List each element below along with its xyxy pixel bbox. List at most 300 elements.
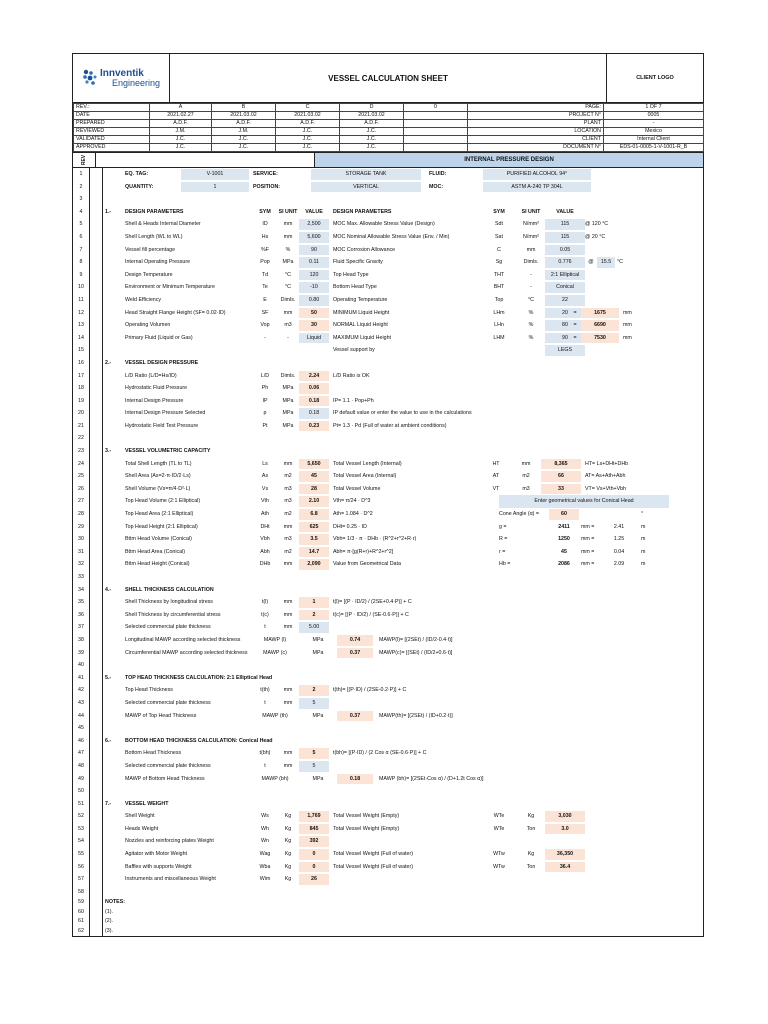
row-7-v[interactable]: 90 bbox=[299, 245, 329, 256]
row-49-s: MAWP (bh) bbox=[261, 775, 289, 782]
row-55-a2: Total Vessel Weight (Full of water) bbox=[333, 851, 413, 858]
row-35-a: Shell Thickness by longitudinal stress bbox=[125, 599, 213, 606]
revision-cell-d: A.D.F. bbox=[340, 120, 404, 128]
row-4-u: SI UNIT bbox=[278, 208, 298, 215]
row-47-a2: t(bh)= [(P·ID) / (2 Cos α (SE-0.6·P)] + C bbox=[333, 750, 427, 757]
row-7-s: %F bbox=[261, 246, 269, 253]
row-8-s: Pop bbox=[260, 259, 270, 266]
revision-cell-rval: Mexico bbox=[604, 128, 704, 136]
revision-row bbox=[74, 136, 704, 144]
row-19-v[interactable]: 0.18 bbox=[299, 396, 329, 407]
row-19-s: IP bbox=[262, 397, 268, 404]
row-19-a2: IP= 1.1 · Pop+Ph bbox=[333, 397, 374, 404]
row-29-ku: m bbox=[641, 523, 646, 530]
row-27-note: Enter geometrical values for Conical Head bbox=[499, 495, 669, 508]
row-13-v2[interactable]: 80 bbox=[545, 320, 585, 331]
row-32-a2: Value from Geometrical Data bbox=[333, 561, 401, 568]
sheet-row bbox=[73, 873, 703, 886]
row-42-v[interactable]: 2 bbox=[299, 685, 329, 696]
row-number: 47 bbox=[73, 747, 90, 760]
row-5-a: Shell & Heads Internal Diameter bbox=[125, 221, 201, 228]
row-28-kv: 60 bbox=[549, 509, 579, 520]
row-26-v2[interactable]: 33 bbox=[541, 484, 581, 495]
row-38-s: MAWP (l) bbox=[263, 636, 287, 643]
row-56-u2: Ton bbox=[526, 863, 536, 870]
row-29-kx: mm = bbox=[581, 523, 595, 530]
row-8-u2: Dimls. bbox=[523, 259, 539, 266]
row-9-u2: - bbox=[530, 271, 532, 278]
sheet-row bbox=[73, 609, 703, 622]
row-number: 46 bbox=[73, 735, 90, 748]
row-54-a: Nozzles and reinforcing plates Weight bbox=[125, 838, 214, 845]
sheet-row bbox=[73, 521, 703, 534]
row-55-v[interactable]: 0 bbox=[299, 849, 329, 860]
revision-cell-d: 2021.03.02 bbox=[340, 112, 404, 120]
row-6-u: mm bbox=[283, 233, 293, 240]
row-31-a2: Abh= π·[g(R+r)+R^2+r^2] bbox=[333, 548, 394, 555]
revision-cell-e: 0 bbox=[404, 104, 468, 112]
row-53-s2: WTe bbox=[493, 825, 505, 832]
row-2-c: POSITION: bbox=[253, 183, 281, 190]
revision-cell-a: 2021.02.27 bbox=[150, 112, 212, 120]
sheet-row bbox=[73, 395, 703, 408]
row-21-u: MPa bbox=[282, 422, 294, 429]
row-24-v[interactable]: 5,650 bbox=[299, 459, 329, 470]
row-7-a: Vessel fill percentage bbox=[125, 246, 176, 253]
row-5-s: ID bbox=[262, 221, 268, 228]
sheet-row bbox=[73, 508, 703, 521]
brand-line1: Innventik bbox=[99, 67, 144, 79]
revision-cell-rlabel: LOCATION bbox=[468, 128, 604, 136]
revision-cell-d: J.C. bbox=[340, 128, 404, 136]
row-13-v[interactable]: 30 bbox=[299, 320, 329, 331]
revision-cell-e bbox=[404, 136, 468, 144]
row-26-u2: m3 bbox=[522, 485, 530, 492]
row-8-x3: °C bbox=[617, 259, 623, 266]
row-29-ky: 2.41 bbox=[613, 523, 625, 530]
row-12-ru: mm bbox=[623, 309, 632, 316]
row-5-x: @ 120 °C bbox=[585, 221, 609, 228]
sheet-row bbox=[73, 445, 703, 458]
sheet-row bbox=[73, 370, 703, 383]
section-title: INTERNAL PRESSURE DESIGN bbox=[314, 153, 703, 167]
sheet-row bbox=[73, 798, 703, 811]
row-31-k: r = bbox=[499, 548, 506, 555]
row-10-a2: Bottom Head Type bbox=[333, 284, 377, 291]
row-31-u: m2 bbox=[284, 548, 292, 555]
sheet-row bbox=[73, 244, 703, 257]
row-number: 27 bbox=[73, 495, 90, 508]
row-25-a: Shell Area (As=2·π·ID/2·Ls) bbox=[125, 473, 191, 480]
row-30-kv: 1250 bbox=[558, 536, 570, 543]
row-14-a2: MAXIMUM Liquid Height bbox=[333, 334, 391, 341]
row-30-kx: mm = bbox=[581, 536, 595, 543]
row-8-u: MPa bbox=[282, 259, 294, 266]
revision-cell-rval: EDS-01-0005-1-V-1001-R_B bbox=[604, 144, 704, 152]
row-29-k: g = bbox=[499, 523, 507, 530]
sheet-row bbox=[73, 621, 703, 634]
row-19-a: Internal Design Pressure bbox=[125, 397, 184, 404]
row-30-u: m3 bbox=[284, 536, 292, 543]
row-38-v[interactable]: 0.74 bbox=[337, 635, 373, 646]
sheet-row bbox=[73, 785, 703, 798]
row-1-f: PURIFIED ALCOHOL 94° bbox=[483, 169, 591, 180]
row-10-v[interactable]: -10 bbox=[299, 282, 329, 293]
revision-cell-b: J.C. bbox=[212, 136, 276, 144]
row-4-v2: VALUE bbox=[556, 208, 574, 215]
row-number: 19 bbox=[73, 395, 90, 408]
row-39-v[interactable]: 0.37 bbox=[337, 648, 373, 659]
row-32-ky: 2.09 bbox=[613, 561, 625, 568]
row-38-a2: MAWP(l)= [(2SEt) / (ID/2-0.4·t)] bbox=[379, 636, 453, 643]
row-25-u: m2 bbox=[284, 473, 292, 480]
row-11-v2[interactable]: 22 bbox=[545, 295, 585, 306]
row-52-a2: Total Vessel Weight (Empty) bbox=[333, 813, 400, 820]
row-number: 51 bbox=[73, 798, 90, 811]
row-39-a2: MAWP(c)= [(SEt) / (ID/2+0.6·t)] bbox=[379, 649, 453, 656]
revision-cell-c: J.C. bbox=[276, 144, 340, 152]
row-30-a2: Vbh= 1/3 · π · DHb · (R^2+r^2+R·r) bbox=[333, 536, 417, 543]
row-27-a2: Vth= π/24 · D^3 bbox=[333, 498, 371, 505]
row-30-ky: 1.25 bbox=[613, 536, 625, 543]
row-number: 59 bbox=[73, 898, 90, 908]
row-number: 25 bbox=[73, 470, 90, 483]
row-12-a: Head Straight Flange Height (SF= 0.02·ID) bbox=[125, 309, 226, 316]
row-53-a: Heads Weight bbox=[125, 825, 159, 832]
row-number: 43 bbox=[73, 697, 90, 710]
row-55-u2: Kg bbox=[527, 851, 535, 858]
row-42-a: Top Head Thickness bbox=[125, 687, 173, 694]
row-36-v[interactable]: 2 bbox=[299, 610, 329, 621]
row-14-s: - bbox=[264, 334, 266, 341]
row-5-v[interactable]: 2,500 bbox=[299, 219, 329, 230]
row-12-v[interactable]: 50 bbox=[299, 308, 329, 319]
sheet-row bbox=[73, 332, 703, 345]
row-57-v[interactable]: 26 bbox=[299, 874, 329, 885]
row-52-s2: WTe bbox=[493, 813, 505, 820]
row-8-v[interactable]: 0.11 bbox=[299, 257, 329, 268]
row-13-r: 6690 bbox=[581, 320, 619, 331]
row-11-a: Weld Efficiency bbox=[125, 296, 162, 303]
row-9-a: Design Temperature bbox=[125, 271, 173, 278]
row-7-a2: MOC Corrosion Allowance bbox=[333, 246, 396, 253]
row-30-v[interactable]: 3.5 bbox=[299, 534, 329, 545]
revision-cell-a: J.C. bbox=[150, 144, 212, 152]
row-54-v[interactable]: 392 bbox=[299, 836, 329, 847]
row-32-u: mm bbox=[283, 561, 293, 568]
row-24-a: Total Shell Length (TL to TL) bbox=[125, 460, 192, 467]
row-28-a2: Ath= 1.084 · D^2 bbox=[333, 511, 373, 518]
row-number: 39 bbox=[73, 647, 90, 660]
row-number: 7 bbox=[73, 244, 90, 257]
row-number: 23 bbox=[73, 445, 90, 458]
sheet-row bbox=[73, 571, 703, 584]
row-54-u: Kg bbox=[284, 838, 292, 845]
row-52-v[interactable]: 1,769 bbox=[299, 811, 329, 822]
row-53-v2[interactable]: 3.0 bbox=[545, 824, 585, 835]
sheet-row bbox=[73, 760, 703, 773]
revision-row bbox=[74, 104, 704, 112]
row-13-s: Vop bbox=[260, 322, 270, 329]
sheet-row bbox=[73, 710, 703, 723]
revision-cell-b: 2021.03.02 bbox=[212, 112, 276, 120]
row-38-a: Longitudinal MAWP according selected thickness bbox=[125, 636, 241, 643]
row-number: 22 bbox=[73, 432, 90, 445]
notes-label: NOTES: bbox=[105, 899, 126, 906]
row-32-v[interactable]: 2,090 bbox=[299, 559, 329, 570]
row-7-s2: C bbox=[497, 246, 501, 253]
row-17-s: L/D bbox=[260, 372, 270, 379]
row-18-u: MPa bbox=[282, 385, 294, 392]
revision-cell-c: 2021.03.02 bbox=[276, 112, 340, 120]
row-27-u: m3 bbox=[284, 498, 292, 505]
sheet-row bbox=[73, 647, 703, 660]
row-57-a: Instruments and miscellaneous Weight bbox=[125, 876, 216, 883]
sheet-row bbox=[73, 722, 703, 735]
sheet-row bbox=[73, 420, 703, 433]
row-44-v[interactable]: 0.37 bbox=[337, 711, 373, 722]
row-10-v2[interactable]: Conical bbox=[545, 282, 585, 293]
row-43-v[interactable]: 5 bbox=[299, 698, 329, 709]
row-14-v[interactable]: Liquid bbox=[299, 333, 329, 344]
row-31-a: Bttm Head Area (Conical) bbox=[125, 548, 186, 555]
revision-cell-rlabel: PROJECT N° bbox=[468, 112, 604, 120]
row-4-s: SYM bbox=[259, 208, 271, 215]
row-54-s: Wn bbox=[261, 838, 269, 845]
row-24-s: Ls bbox=[262, 460, 268, 467]
row-41-a: TOP HEAD THICKNESS CALCULATION: 2:1 Elliptical Head bbox=[125, 674, 273, 681]
row-number: 40 bbox=[73, 659, 90, 672]
row-number: 16 bbox=[73, 357, 90, 370]
row-55-v2[interactable]: 36,350 bbox=[545, 849, 585, 860]
row-56-v2[interactable]: 36.4 bbox=[545, 862, 585, 873]
row-number: 42 bbox=[73, 684, 90, 697]
row-25-f: AT= As+Ath+Abh bbox=[585, 473, 626, 480]
row-48-v[interactable]: 5 bbox=[299, 761, 329, 772]
row-34-a: SHELL THICKNESS CALCULATION bbox=[125, 586, 214, 593]
revision-cell-label: APPROVED bbox=[74, 144, 150, 152]
row-number: 61 bbox=[73, 917, 90, 927]
rev-column-label: REV bbox=[73, 153, 96, 167]
row-28-v[interactable]: 6.8 bbox=[299, 509, 329, 520]
row-56-s2: WTw bbox=[493, 863, 505, 870]
revision-row bbox=[74, 120, 704, 128]
row-number: 14 bbox=[73, 332, 90, 345]
note-row bbox=[73, 917, 703, 927]
row-number: 1 bbox=[73, 168, 90, 181]
row-2-d: VERTICAL bbox=[311, 182, 421, 193]
row-49-v[interactable]: 0.18 bbox=[337, 774, 373, 785]
row-25-s: As bbox=[261, 473, 269, 480]
row-4-u2: SI UNIT bbox=[521, 208, 541, 215]
row-20-v[interactable]: 0.18 bbox=[299, 408, 329, 419]
row-41-sec: 5.- bbox=[105, 674, 112, 681]
row-number: 54 bbox=[73, 835, 90, 848]
row-number: 5 bbox=[73, 218, 90, 231]
note-text: (2). bbox=[105, 918, 113, 925]
row-6-v2[interactable]: 115 bbox=[545, 232, 585, 243]
row-number: 3 bbox=[73, 193, 90, 206]
row-44-a2: MAWP(th)= [(2SEt) / (ID+0.2·t)] bbox=[379, 712, 453, 719]
row-24-f: HT= Ls+DHt+DHb bbox=[585, 460, 629, 467]
row-14-v2[interactable]: 90 bbox=[545, 333, 585, 344]
row-number: 53 bbox=[73, 823, 90, 836]
sheet-row bbox=[73, 432, 703, 445]
row-28-s: Ath bbox=[261, 511, 269, 518]
row-37-v[interactable]: 5.00 bbox=[299, 622, 329, 633]
row-35-v[interactable]: 1 bbox=[299, 597, 329, 608]
note-row bbox=[73, 908, 703, 918]
sheet-row bbox=[73, 357, 703, 370]
row-2-e: MOC: bbox=[429, 183, 444, 190]
sheet-row bbox=[73, 697, 703, 710]
sheet-row bbox=[73, 193, 703, 206]
row-5-v2[interactable]: 115 bbox=[545, 219, 585, 230]
row-49-a: MAWP of Bottom Head Thickness bbox=[125, 775, 205, 782]
row-31-kv: 45 bbox=[561, 548, 567, 555]
revision-cell-label: REVIEWED bbox=[74, 128, 150, 136]
sheet-row bbox=[73, 281, 703, 294]
row-number: 10 bbox=[73, 281, 90, 294]
row-26-v[interactable]: 28 bbox=[299, 484, 329, 495]
sheet-row bbox=[73, 382, 703, 395]
row-53-v[interactable]: 845 bbox=[299, 824, 329, 835]
revision-cell-b: A.D.F. bbox=[212, 120, 276, 128]
revision-cell-rval: Internal Client bbox=[604, 136, 704, 144]
sheet-row bbox=[73, 307, 703, 320]
row-11-s2: Top bbox=[494, 296, 504, 303]
row-24-v2[interactable]: 8,365 bbox=[541, 459, 581, 470]
sheet-title: VESSEL CALCULATION SHEET bbox=[170, 54, 607, 102]
row-8-v2[interactable]: 0.776 bbox=[545, 257, 585, 268]
row-number: 45 bbox=[73, 722, 90, 735]
sheet-row bbox=[73, 546, 703, 559]
row-13-a: Operating Volumen bbox=[125, 322, 171, 329]
row-number: 6 bbox=[73, 231, 90, 244]
row-6-v[interactable]: 5,600 bbox=[299, 232, 329, 243]
row-15-v2[interactable]: LEGS bbox=[545, 345, 585, 356]
row-7-v2[interactable]: 0.05 bbox=[545, 245, 585, 256]
row-18-v[interactable]: 0.06 bbox=[299, 383, 329, 394]
row-27-a: Top Head Volume (2:1 Elliptical) bbox=[125, 498, 201, 505]
row-26-f: VT= Vs+Vth+Vbh bbox=[585, 485, 627, 492]
row-1-a: EQ. TAG: bbox=[125, 171, 149, 177]
row-2-a: QUANTITY: bbox=[125, 183, 154, 190]
row-6-s2: Sat bbox=[495, 233, 503, 240]
row-25-v2[interactable]: 66 bbox=[541, 471, 581, 482]
row-37-u: mm bbox=[283, 624, 293, 631]
row-47-v[interactable]: 5 bbox=[299, 748, 329, 759]
row-21-s: Pt bbox=[262, 422, 268, 429]
row-12-v2[interactable]: 20 bbox=[545, 308, 585, 319]
row-32-s: DHb bbox=[259, 561, 271, 568]
row-56-v[interactable]: 0 bbox=[299, 862, 329, 873]
row-number: 28 bbox=[73, 508, 90, 521]
sheet-row bbox=[73, 495, 703, 508]
row-11-u: Dimls. bbox=[280, 296, 296, 303]
row-number: 32 bbox=[73, 558, 90, 571]
row-12-r: 1675 bbox=[581, 308, 619, 319]
revision-cell-label: PREPARED bbox=[74, 120, 150, 128]
row-number: 12 bbox=[73, 307, 90, 320]
row-9-s2: THT bbox=[493, 271, 505, 278]
row-number: 56 bbox=[73, 861, 90, 874]
sheet-row bbox=[73, 181, 703, 194]
revision-cell-c: C bbox=[276, 104, 340, 112]
row-52-v2[interactable]: 3,030 bbox=[545, 811, 585, 822]
row-17-a: L/D Ratio (L/D=Hs/ID) bbox=[125, 372, 177, 379]
row-number: 30 bbox=[73, 533, 90, 546]
row-25-a2: Total Vessel Area (Internal) bbox=[333, 473, 397, 480]
row-44-u: MPa bbox=[312, 712, 324, 719]
row-8-x2: 15.5 bbox=[597, 257, 615, 268]
row-32-kv: 2086 bbox=[558, 561, 570, 568]
row-16-sec: 2.- bbox=[105, 359, 112, 366]
revision-cell-rlabel: CLIENT bbox=[468, 136, 604, 144]
row-31-v[interactable]: 14.7 bbox=[299, 547, 329, 558]
row-9-v[interactable]: 120 bbox=[299, 270, 329, 281]
revision-cell-a: A bbox=[150, 104, 212, 112]
row-11-v[interactable]: 0.80 bbox=[299, 295, 329, 306]
row-2-f: ASTM A-240 TP 304L bbox=[483, 182, 591, 193]
row-8-a: Internal Operating Pressure bbox=[125, 259, 191, 266]
row-number: 31 bbox=[73, 546, 90, 559]
row-39-u: MPa bbox=[312, 649, 324, 656]
row-9-s: Td bbox=[261, 271, 269, 278]
revision-cell-e bbox=[404, 112, 468, 120]
row-39-s: MAWP (c) bbox=[263, 649, 287, 656]
row-number: 41 bbox=[73, 672, 90, 685]
row-14-a: Primary Fluid (Liquid or Gas) bbox=[125, 334, 193, 341]
row-17-v[interactable]: 2.24 bbox=[299, 371, 329, 382]
row-42-s: t(th) bbox=[260, 687, 270, 694]
row-9-a2: Top Head Type bbox=[333, 271, 369, 278]
row-number: 37 bbox=[73, 621, 90, 634]
note-text: (3). bbox=[105, 927, 113, 934]
row-14-s2: LHM bbox=[493, 334, 505, 341]
revision-cell-b: B bbox=[212, 104, 276, 112]
row-16-a: VESSEL DESIGN PRESSURE bbox=[125, 359, 199, 366]
revision-cell-b: J.M. bbox=[212, 128, 276, 136]
row-27-v[interactable]: 2.10 bbox=[299, 496, 329, 507]
sheet-row bbox=[73, 218, 703, 231]
revision-cell-a: J.M. bbox=[150, 128, 212, 136]
row-49-u: MPa bbox=[312, 775, 324, 782]
sheet-row bbox=[73, 206, 703, 219]
row-29-a2: DHt= 0.25 · ID bbox=[333, 523, 368, 530]
company-logo bbox=[73, 54, 170, 102]
row-6-s: Hs bbox=[261, 233, 269, 240]
row-21-v[interactable]: 0.23 bbox=[299, 421, 329, 432]
row-9-v2[interactable]: 2:1 Elliptical bbox=[545, 270, 585, 281]
row-56-s: Wba bbox=[259, 863, 271, 870]
row-number: 50 bbox=[73, 785, 90, 798]
calculation-rows bbox=[73, 167, 703, 898]
row-13-ru: mm bbox=[623, 322, 632, 329]
row-9-u: °C bbox=[285, 271, 291, 278]
row-56-a2: Total Vessel Weight (Full of water) bbox=[333, 863, 413, 870]
note-text: (1). bbox=[105, 908, 113, 915]
row-19-u: MPa bbox=[282, 397, 294, 404]
row-52-u: Kg bbox=[284, 813, 292, 820]
row-29-v[interactable]: 625 bbox=[299, 522, 329, 533]
row-36-a2: t(c)= [(P · ID/2) / (SE-0.6·P)] + C bbox=[333, 611, 409, 618]
row-25-v[interactable]: 45 bbox=[299, 471, 329, 482]
row-17-u: Dimls. bbox=[280, 372, 296, 379]
row-28-a: Top Head Area (2:1 Elliptical) bbox=[125, 511, 194, 518]
row-55-s: Wag bbox=[259, 851, 271, 858]
row-56-a: Baffles with supports Weight bbox=[125, 863, 192, 870]
